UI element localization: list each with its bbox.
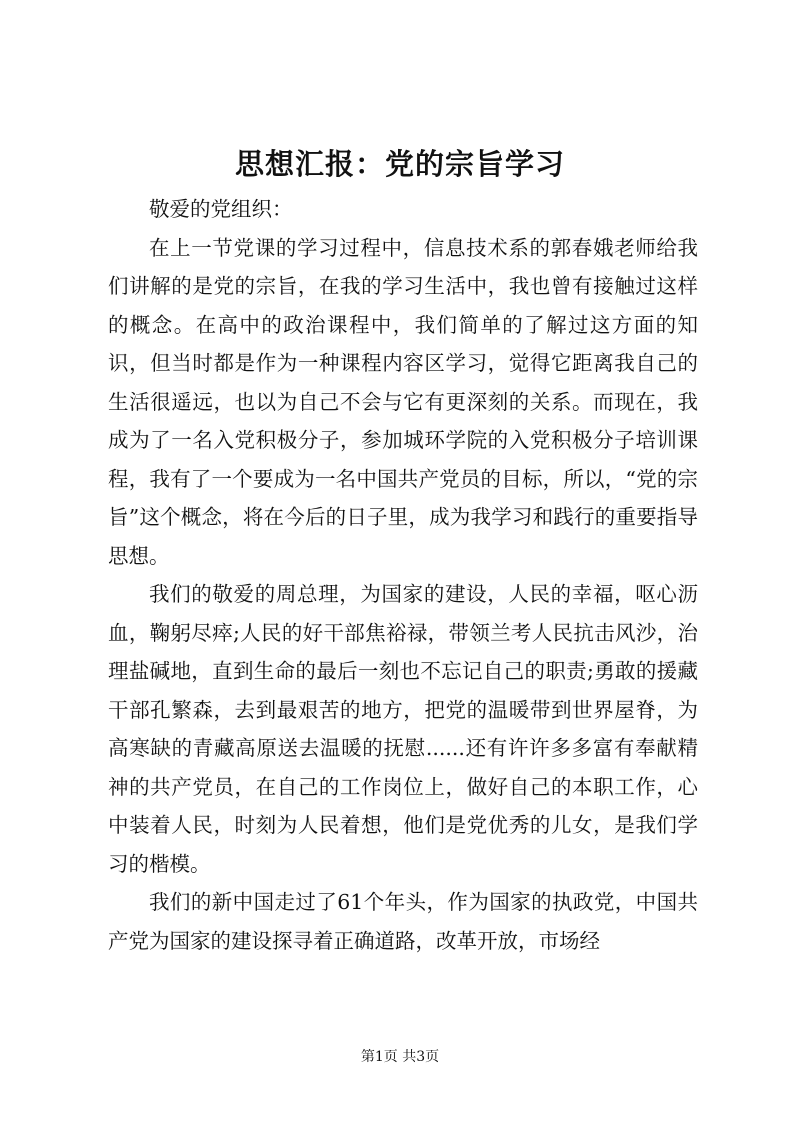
document-title: 思想汇报：党的宗旨学习 [234,147,565,181]
page-number-footer: 第1页 共3页 [360,1049,440,1065]
paragraph-1: 在上一节党课的学习过程中，信息技术系的郭春娥老师给我们讲解的是党的宗旨，在我的学习生活中，我也曾有接触过这样的概念。在高中的政治课程中，我们简单的了解过这方面的知识，但当时都是作为一种课程内容区学习，觉得它距离我自己的生活很遥远，也以为自己不会与它有更深刻的关系。而现在，我成为了一名入党积极分子，参加城环学院的入党积极分子培训课程，我有了一个要成为一名中国共产党员的目标，所以，“党的宗旨”这个概念，将在今后的日子里，成为我学习和践行的重要指导思想。 [108,235,698,568]
paragraph-2: 我们的敬爱的周总理，为国家的建设，人民的幸福，呕心沥血，鞠躬尽瘁;人民的好干部焦裕禄，带领兰考人民抗击风沙，治理盐碱地，直到生命的最后一刻也不忘记自己的职责;勇敢的援藏干部孔繁森，去到最艰苦的地方，把党的温暖带到世界屋脊，为高寒缺的青藏高原送去温暖的抚慰......还有许许多多富有奉献精神的共产党员，在自己的工作岗位上，做好自己的本职工作，心中装着人民，时刻为人民着想，他们是党优秀的儿女，是我们学习的楷模。 [108,582,698,876]
paragraph-3: 我们的新中国走过了61个年头，作为国家的执政党，中国共产党为国家的建设探寻着正确道路，改革开放，市场经 [108,890,698,953]
salutation: 敬爱的党组织： [149,197,293,221]
document-body [108,190,698,960]
